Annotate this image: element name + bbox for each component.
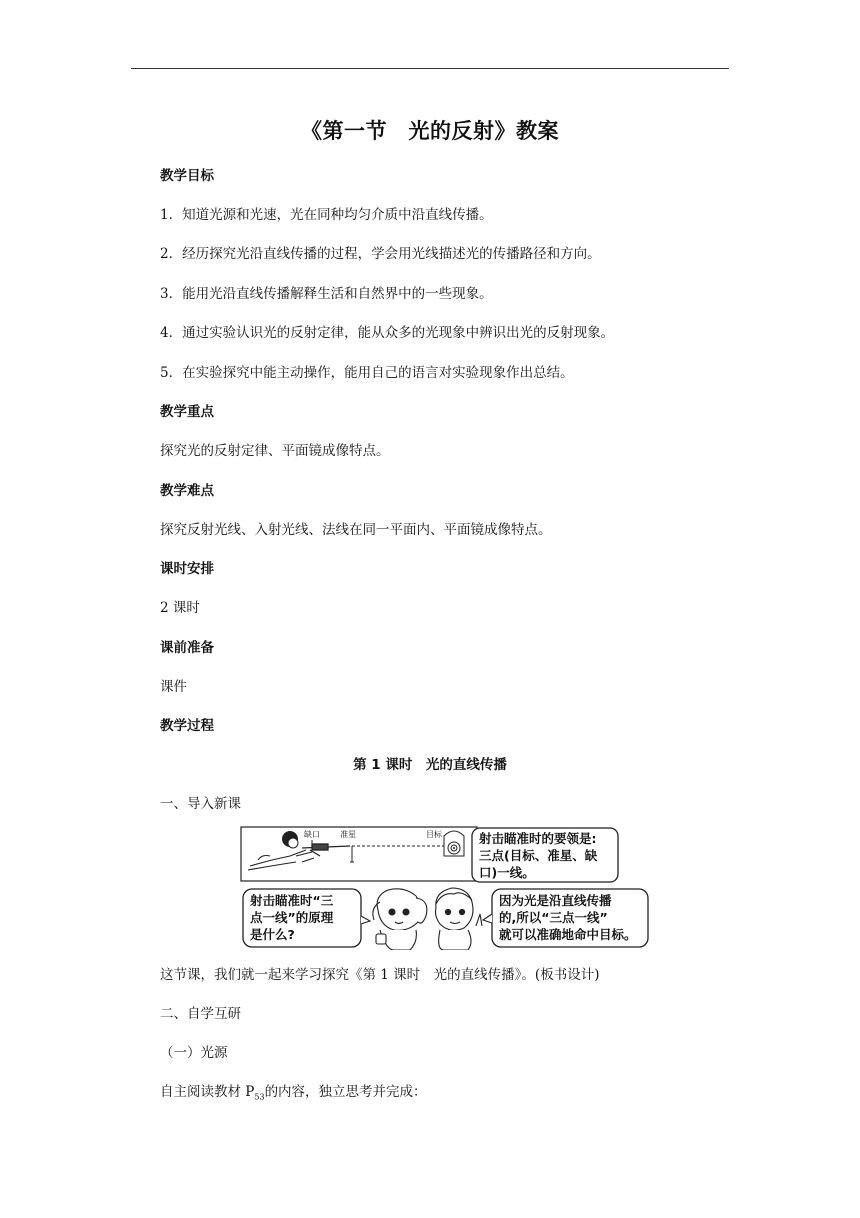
label-notch: 缺口	[304, 830, 320, 839]
process-heading: 教学过程	[160, 718, 214, 734]
schedule-text: 2 课时	[160, 600, 200, 616]
reading-suffix: 的内容，独立思考并完成：	[264, 1084, 427, 1100]
shooting-illustration	[240, 826, 652, 950]
objective-item: 5．在实验探究中能主动操作，能用自己的语言对实验现象作出总结。	[160, 365, 574, 381]
difficulties-heading: 教学难点	[160, 483, 214, 499]
reading-prefix: 自主阅读教材 P	[160, 1084, 255, 1100]
preparation-text: 课件	[160, 679, 187, 695]
self-study-heading: 二、自学互研	[160, 1006, 241, 1022]
objectives-heading: 教学目标	[160, 168, 214, 184]
document-title: 《第一节 光的反射》教案	[301, 119, 559, 143]
label-sight: 准星	[340, 830, 356, 839]
intro-heading: 一、导入新课	[160, 796, 241, 812]
objective-item: 1．知道光源和光速，光在同种均匀介质中沿直线传播。	[160, 207, 493, 223]
label-target: 目标	[426, 830, 442, 839]
light-source-heading: （一）光源	[160, 1045, 228, 1061]
left-bubble-text: 射击瞄准时“三 点一线”的原理 是什么?	[250, 893, 334, 942]
reading-page: 53	[254, 1092, 265, 1102]
key-points-text: 探究光的反射定律、平面镜成像特点。	[160, 443, 390, 459]
top-bubble-text: 射击瞄准时的要领是: 三点(目标、准星、缺 口)一线。	[479, 831, 598, 880]
right-bubble-text: 因为光是沿直线传播 的,所以“三点一线” 就可以准确地命中目标。	[499, 893, 637, 942]
lesson-title: 第 1 课时 光的直线传播	[353, 757, 507, 773]
key-points-heading: 教学重点	[160, 404, 214, 420]
header-rule	[131, 68, 729, 69]
objective-item: 4．通过实验认识光的反射定律，能从众多的光现象中辨识出光的反射现象。	[160, 325, 615, 341]
schedule-heading: 课时安排	[160, 561, 214, 577]
objective-item: 3．能用光沿直线传播解释生活和自然界中的一些现象。	[160, 286, 493, 302]
intro-text: 这节课，我们就一起来学习探究《第 1 课时 光的直线传播》。(板书设计)	[160, 967, 600, 983]
preparation-heading: 课前准备	[160, 640, 214, 656]
difficulties-text: 探究反射光线、入射光线、法线在同一平面内、平面镜成像特点。	[160, 522, 552, 538]
reading-instruction	[160, 1083, 427, 1107]
objective-item: 2．经历探究光沿直线传播的过程，学会用光线描述光的传播路径和方向。	[160, 246, 601, 262]
